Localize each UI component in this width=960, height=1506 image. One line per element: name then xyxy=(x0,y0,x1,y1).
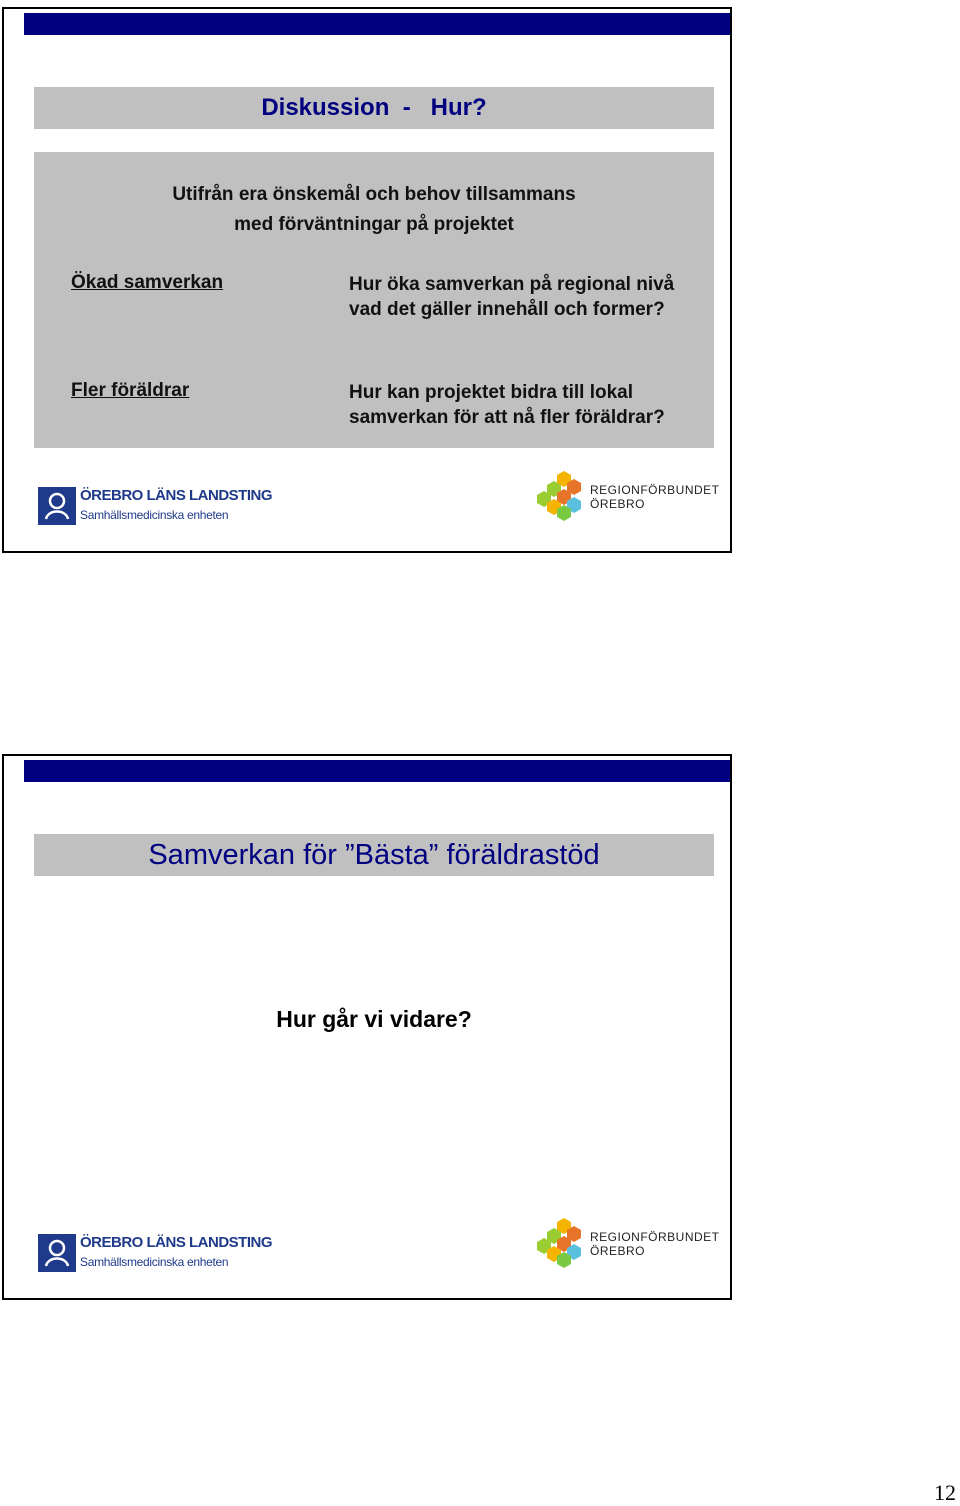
regionforbundet-name-line1: REGIONFÖRBUNDET xyxy=(590,483,720,497)
row-text-fler-foraldrar xyxy=(349,380,665,430)
row-label-fler-foraldrar: Fler föräldrar xyxy=(71,380,190,401)
regionforbundet-name-line2: ÖREBRO xyxy=(590,1244,646,1258)
slide-1-top-bar xyxy=(24,9,730,35)
row-text-line: Hur kan projektet bidra till lokal xyxy=(349,382,634,403)
landsting-unit: Samhällsmedicinska enheten xyxy=(80,508,229,522)
row-text-okad-samverkan xyxy=(349,272,674,322)
slide-1-title: Diskussion - Hur? xyxy=(261,94,487,121)
row-text-line: vad det gäller innehåll och former? xyxy=(349,299,665,320)
slide-1-title-box xyxy=(34,87,714,129)
slide-2-question: Hur går vi vidare? xyxy=(276,1006,472,1032)
slide-2-title-box xyxy=(34,834,714,876)
slide-1-content-box xyxy=(34,152,714,448)
slide-1-subtitle-line1: Utifrån era önskemål och behov tillsammans xyxy=(172,184,576,205)
row-label-okad-samverkan: Ökad samverkan xyxy=(71,272,224,293)
regionforbundet-logo xyxy=(534,1218,724,1268)
hexagon-cluster-icon xyxy=(534,1218,586,1268)
landsting-emblem-icon xyxy=(38,487,76,525)
regionforbundet-logo xyxy=(534,471,724,521)
row-text-line: Hur öka samverkan på regional nivå xyxy=(349,274,675,295)
slide-1 xyxy=(2,7,732,553)
row-text-line: samverkan för att nå fler föräldrar? xyxy=(349,407,665,428)
landsting-name: ÖREBRO LÄNS LANDSTING xyxy=(80,1234,272,1251)
slide-2-title: Samverkan för ”Bästa” föräldrastöd xyxy=(148,838,600,871)
page-number: 12 xyxy=(934,1480,956,1505)
slide-1-subtitle-line2: med förväntningar på projektet xyxy=(234,214,514,235)
landsting-emblem-icon xyxy=(38,1234,76,1272)
regionforbundet-name-line2: ÖREBRO xyxy=(590,497,646,511)
orebro-lans-landsting-logo xyxy=(38,485,278,527)
landsting-name: ÖREBRO LÄNS LANDSTING xyxy=(80,487,272,504)
landsting-unit: Samhällsmedicinska enheten xyxy=(80,1255,229,1269)
regionforbundet-name-line1: REGIONFÖRBUNDET xyxy=(590,1230,720,1244)
hexagon-cluster-icon xyxy=(534,471,586,521)
orebro-lans-landsting-logo xyxy=(38,1232,278,1274)
slide-2 xyxy=(2,754,732,1300)
slide-2-top-bar xyxy=(24,756,730,782)
